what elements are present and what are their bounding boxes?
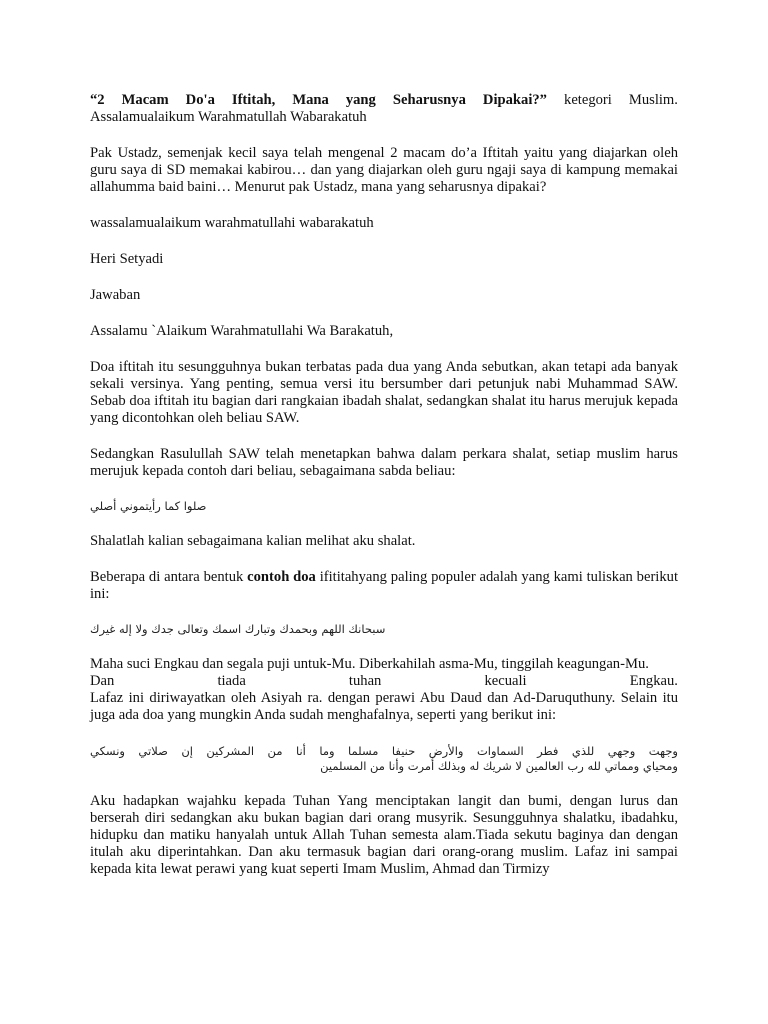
document-title	[90, 92, 678, 109]
doa-1-translation: Maha suci Engkau dan segala puji untuk-Mu. Diberkahilah asma-Mu, tinggilah keagungan-Mu.	[90, 656, 649, 672]
para4-after: ifititahyang paling populer adalah yang kami tuliskan berikut ini:	[90, 569, 679, 602]
title-word: Do'a	[185, 92, 215, 108]
title-word: Iftitah,	[231, 92, 276, 108]
spread-word: tiada	[217, 673, 246, 689]
spread-word: Engkau.	[629, 673, 678, 689]
para4-bold: contoh doa	[247, 569, 316, 585]
answer-paragraph-4	[90, 569, 678, 603]
title-word: Dipakai?”	[482, 92, 547, 108]
spread-word: Dan	[90, 673, 115, 689]
author-name: Heri Setyadi	[90, 251, 164, 267]
arabic-doa-2-line-2: ومحياي ومماتي لله رب العالمين لا شريك له وبذلك أمرت وأنا من المسلمين	[320, 759, 678, 773]
title-word: Mana	[292, 92, 329, 108]
answer-paragraph-2: Sedangkan Rasulullah SAW telah menetapkan bahwa dalam perkara shalat, setiap muslim harus merujuk kepada contoh dari beliau, sebagaimana sabda beliau:	[90, 446, 678, 479]
doa-2-translation: Aku hadapkan wajahku kepada Tuhan Yang menciptakan langit dan bumi, dengan lurus dan berserah diri sedangkan aku bukan bagian dari orang musyrik. Sesungguhnya shalatku, ibadahku, hidupku dan matiku hanyalah untuk Allah Tuhan semesta alam.Tiada sekutu baginya dan dengan itulah aku diperintahkan. Dan aku termasuk bagian dari orang-orang muslim. Lafaz ini sampai kepada kita lewat perawi yang kuat seperti Imam Muslim, Ahmad dan Tirmizy	[90, 793, 678, 877]
answer-greeting: Assalamu `Alaikum Warahmatullahi Wa Barakatuh,	[90, 323, 394, 339]
answer-paragraph-1: Doa iftitah itu sesungguhnya bukan terbatas pada dua yang Anda sebutkan, akan tetapi ada banyak sekali versinya. Yang penting, semua versi itu bersumber dari petunjuk nabi Muhammad SAW. Sebab doa iftitah itu bagian dari rangkaian ibadah shalat, sedangkan shalat itu harus merujuk kepada yang dicontohkan oleh beliau SAW.	[90, 359, 678, 426]
answer-heading: Jawaban	[90, 287, 141, 303]
category-word: ketegori	[564, 92, 612, 108]
category-word: Muslim.	[628, 92, 678, 108]
doa-1-translation-line-2	[90, 673, 678, 690]
title-word: yang	[345, 92, 376, 108]
question-paragraph: Pak Ustadz, semenjak kecil saya telah mengenal 2 macam do’a Iftitah yaitu yang diajarkan oleh guru saya di SD memakai kabirou… dan yang diajarkan oleh guru ngaji saya di kampung memakai allahumma baid baini… Menurut pak Ustadz, mana yang seharusnya dipakai?	[90, 145, 678, 195]
title-word: “2	[90, 92, 105, 108]
arabic-doa-2-line-1: وجهت وجهي للذي فطر السماوات والأرض حنيفا مسلما وما أنا من المشركين إن صلاتي ونسكي	[90, 744, 678, 758]
greeting-open: Assalamualaikum Warahmatullah Wabarakatuh	[90, 109, 367, 125]
title-word: Seharusnya	[392, 92, 466, 108]
document-page	[90, 92, 678, 878]
doa-1-source: Lafaz ini diriwayatkan oleh Asiyah ra. dengan perawi Abu Daud dan Ad-Daruquthuny. Selain itu juga ada doa yang mungkin Anda sudah menghafalnya, seperti yang berikut ini:	[90, 690, 678, 723]
spread-word: tuhan	[348, 673, 382, 689]
arabic-hadith: صلوا كما رأيتموني أصلي	[90, 499, 207, 513]
title-word: Macam	[121, 92, 169, 108]
hadith-translation: Shalatlah kalian sebagaimana kalian melihat aku shalat.	[90, 533, 416, 549]
greeting-close: wassalamualaikum warahmatullahi wabarakatuh	[90, 215, 374, 231]
arabic-doa-1: سبحانك اللهم وبحمدك وتبارك اسمك وتعالى جدك ولا إله غيرك	[90, 622, 386, 636]
spread-word: kecuali	[484, 673, 527, 689]
para4-before: Beberapa di antara bentuk	[90, 569, 248, 585]
